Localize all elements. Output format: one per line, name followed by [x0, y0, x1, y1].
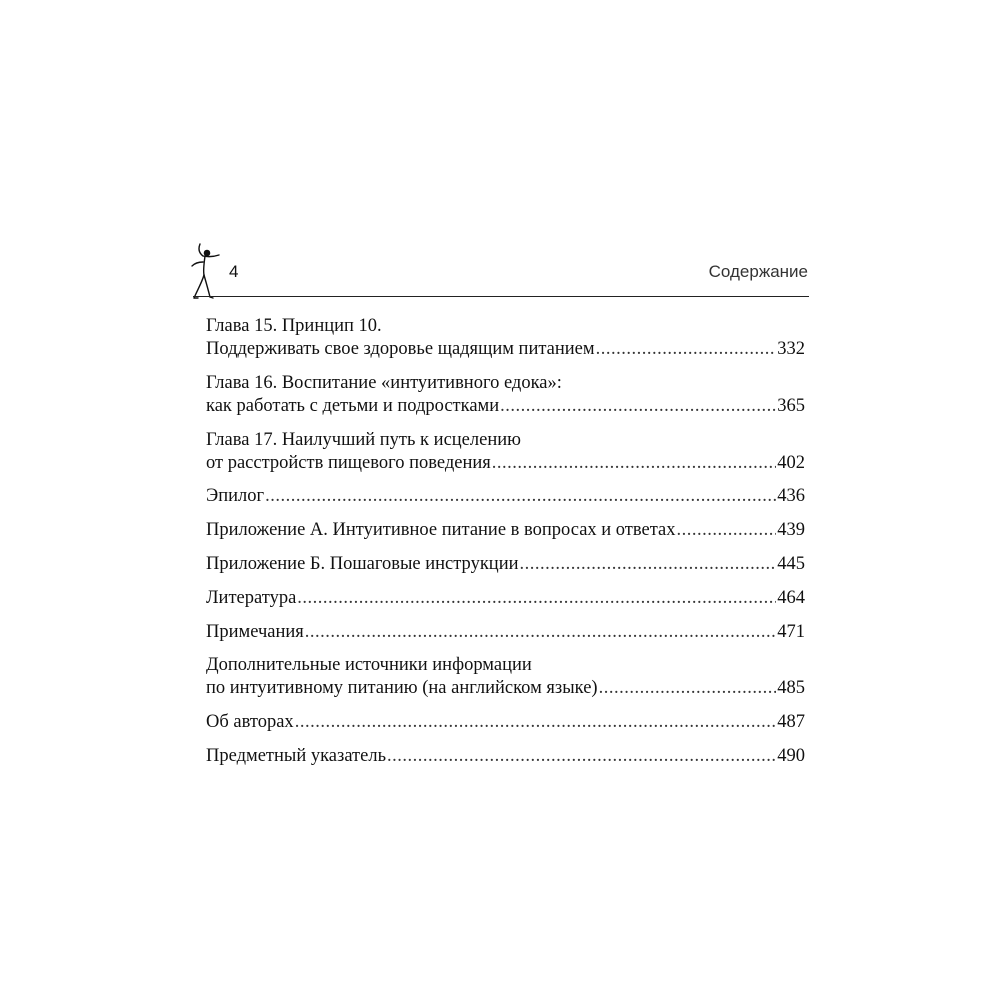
toc-page-number: 464	[777, 587, 805, 608]
toc-entry-text: Эпилог	[206, 486, 265, 507]
dot-leader	[297, 587, 776, 610]
toc-entry-text: по интуитивному питанию (на английском языке)	[206, 678, 598, 699]
toc-entry-subject-index[interactable]	[206, 745, 805, 768]
toc-entry-text: Приложение Б. Пошаговые инструкции	[206, 553, 519, 574]
toc-entry-title-line: Глава 16. Воспитание «интуитивного едока»:	[206, 372, 562, 393]
toc-entry-title-line: Глава 15. Принцип 10.	[206, 316, 382, 336]
toc-entry-row	[206, 621, 805, 644]
toc-page-number: 471	[777, 621, 805, 642]
dot-leader	[387, 745, 776, 768]
dot-leader	[596, 338, 777, 361]
running-head: Содержание	[708, 262, 808, 281]
toc-page-number: 485	[777, 678, 805, 699]
toc-entry-row	[206, 395, 805, 418]
dot-leader	[305, 621, 776, 644]
dot-leader	[677, 519, 777, 542]
dot-leader	[265, 485, 776, 508]
dot-leader	[500, 395, 776, 418]
toc-page-number: 332	[777, 339, 805, 359]
toc-entry-text: Примечания	[206, 621, 304, 642]
toc-entry-row	[206, 553, 805, 576]
toc-entry-row	[206, 745, 805, 768]
toc-entry-text: от расстройств пищевого поведения	[206, 452, 491, 473]
toc-page-number: 436	[777, 486, 805, 507]
header-rule	[193, 296, 809, 297]
dancer-figure-icon	[186, 242, 222, 300]
toc-entry-row	[206, 587, 805, 610]
toc-entry-title-line: Глава 17. Наилучший путь к исцелению	[206, 429, 521, 450]
toc-entry-row	[206, 452, 805, 475]
toc-entry-chapter-17[interactable]	[206, 429, 805, 475]
toc-page-number: 402	[777, 452, 805, 473]
dot-leader	[492, 452, 776, 475]
toc-entry-text: Приложение А. Интуитивное питание в вопросах и ответах	[206, 520, 676, 541]
toc-entry-row	[206, 338, 805, 361]
toc-entry-chapter-16[interactable]	[206, 372, 805, 418]
toc-entry-about-authors[interactable]	[206, 711, 805, 734]
toc-entry-chapter-15[interactable]	[206, 315, 805, 361]
toc-entry-epilogue[interactable]	[206, 485, 805, 508]
toc-entry-row	[206, 485, 805, 508]
toc-entry-row	[206, 677, 805, 700]
toc-entry-text: Литература	[206, 587, 297, 608]
dot-leader	[295, 711, 777, 734]
toc-entry-appendix-a[interactable]	[206, 519, 805, 542]
toc-entry-literature[interactable]	[206, 587, 805, 610]
toc-page-number: 487	[777, 712, 805, 733]
toc-entry-title-line: Дополнительные источники информации	[206, 655, 532, 676]
toc-entry-row	[206, 711, 805, 734]
toc-entry-additional-sources[interactable]	[206, 654, 805, 700]
toc-entry-text: Поддерживать свое здоровье щадящим питанием	[206, 339, 595, 359]
page-number: 4	[229, 262, 239, 281]
toc-page-number: 445	[777, 553, 805, 574]
dot-leader	[599, 677, 777, 700]
toc-entry-text: Об авторах	[206, 712, 294, 733]
toc-page-number: 439	[777, 520, 805, 541]
toc-entry-notes[interactable]	[206, 621, 805, 644]
toc-entry-text: как работать с детьми и подростками	[206, 395, 500, 416]
toc-entry-row	[206, 519, 805, 542]
toc-entry-text: Предметный указатель	[206, 745, 387, 766]
toc-page-number: 490	[777, 745, 805, 766]
toc-entry-appendix-b[interactable]	[206, 553, 805, 576]
dot-leader	[520, 553, 777, 576]
table-of-contents	[206, 315, 805, 779]
toc-page-number: 365	[777, 395, 805, 416]
